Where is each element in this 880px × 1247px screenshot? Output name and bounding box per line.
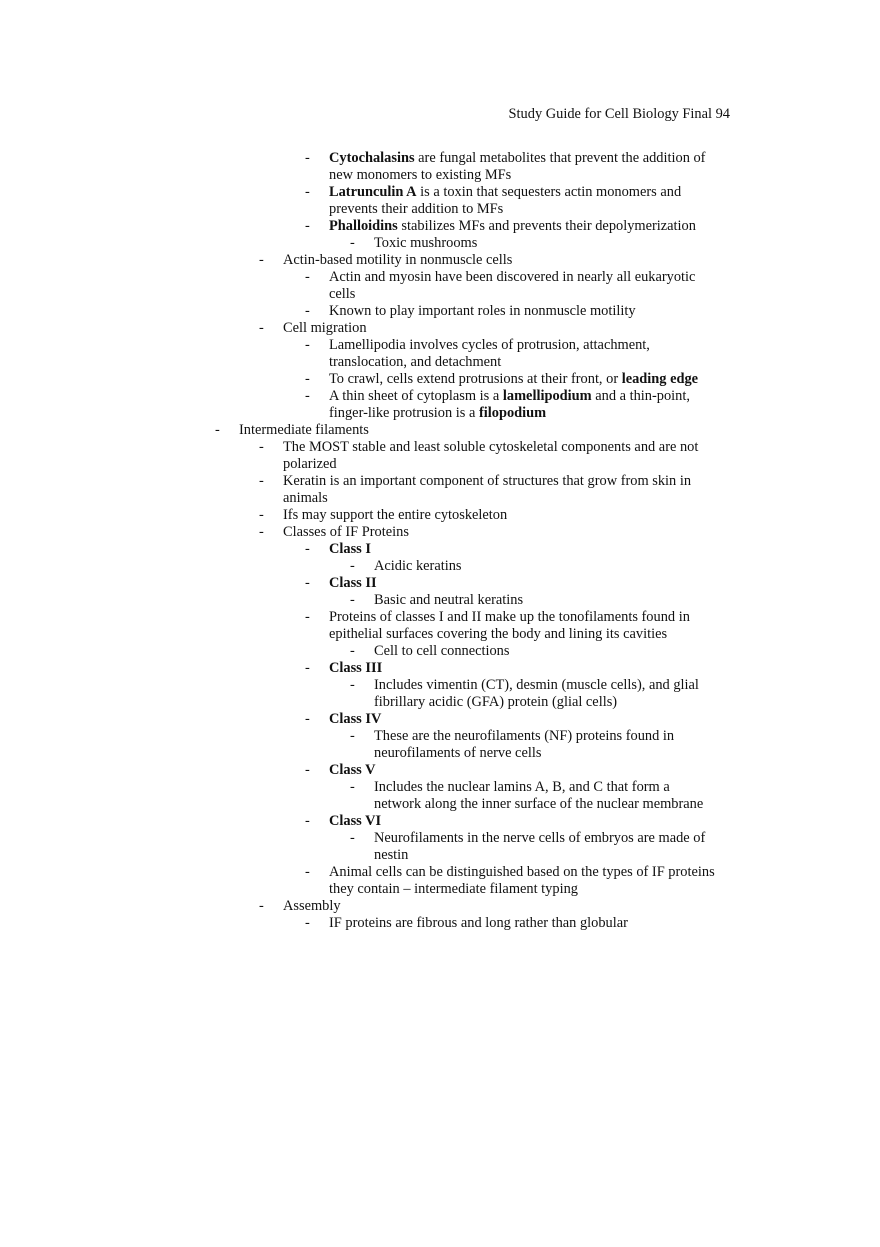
bullet-text [0,745,880,762]
bullet-item [0,677,880,694]
page-header: Study Guide for Cell Biology Final 94 [508,106,730,122]
bullet-item [0,303,880,320]
text-run: A thin sheet of cytoplasm is a [329,388,503,404]
bullet-dash: - [350,779,355,795]
bullet-text [0,490,880,507]
bullet-text [0,796,880,813]
bullet-item [0,184,880,201]
bullet-text [329,371,880,388]
bullet-item [0,269,880,286]
bullet-item [0,830,880,847]
text-run: they contain – intermediate filament typing [329,881,578,897]
bullet-text [329,609,880,626]
bullet-text [0,626,880,643]
bullet-dash: - [305,575,310,591]
bullet-text [0,881,880,898]
bullet-continuation [0,881,880,898]
bullet-dash: - [305,864,310,880]
text-run: Animal cells can be distinguished based on the types of IF proteins [329,864,715,880]
bullet-item [0,558,880,575]
bullet-item [0,388,880,405]
bullet-continuation [0,745,880,762]
bullet-item [0,371,880,388]
bold-term: Class I [329,541,371,557]
text-run: prevents their addition to MFs [329,201,504,217]
bullet-dash: - [350,728,355,744]
bullet-dash: - [259,473,264,489]
bullet-item [0,711,880,728]
bullet-item [0,915,880,932]
bullet-item [0,813,880,830]
bullet-text [329,150,880,167]
bullet-continuation [0,626,880,643]
text-run: nestin [374,847,409,863]
bullet-dash: - [350,235,355,251]
bullet-item [0,592,880,609]
bullet-item [0,320,880,337]
text-run: Classes of IF Proteins [283,524,409,540]
text-run: Ifs may support the entire cytoskeleton [283,507,508,523]
text-run: Keratin is an important component of structures that grow from skin in [283,473,692,489]
text-run: Assembly [283,898,341,914]
bullet-text [0,847,880,864]
text-run: Basic and neutral keratins [374,592,524,608]
bullet-text [0,694,880,711]
bullet-text [283,898,880,915]
text-run: new monomers to existing MFs [329,167,512,183]
bullet-dash: - [305,813,310,829]
bullet-text [0,167,880,184]
bullet-continuation [0,847,880,864]
bullet-dash: - [350,677,355,693]
bullet-text [374,779,880,796]
bullet-item [0,218,880,235]
bullet-text [329,184,880,201]
bullet-text [0,201,880,218]
bullet-item [0,660,880,677]
bullet-item [0,609,880,626]
bullet-dash: - [259,320,264,336]
bullet-text [374,558,880,575]
bullet-dash: - [305,541,310,557]
text-run: fibrillary acidic (GFA) protein (glial cells) [374,694,618,710]
text-run: Acidic keratins [374,558,462,574]
text-run: are fungal metabolites that prevent the addition of [414,150,706,166]
bullet-dash: - [305,915,310,931]
bullet-dash: - [259,898,264,914]
bullet-continuation [0,796,880,813]
bullet-text [0,354,880,371]
bold-term: filopodium [478,405,547,421]
bullet-text [329,388,880,405]
bullet-item [0,337,880,354]
bold-term: Class VI [329,813,382,829]
bullet-text [329,660,880,677]
text-run: Includes the nuclear lamins A, B, and C that form a [374,779,670,795]
bullet-item [0,898,880,915]
bullet-text [329,864,880,881]
bullet-text [0,405,880,422]
bold-term: Class V [329,762,376,778]
text-run: polarized [283,456,337,472]
bullet-dash: - [305,660,310,676]
bullet-item [0,864,880,881]
text-run: Neurofilaments in the nerve cells of embryos are made of [374,830,706,846]
bullet-text [283,473,880,490]
text-run: epithelial surfaces covering the body and lining its cavities [329,626,668,642]
bullet-continuation [0,167,880,184]
bullet-dash: - [259,524,264,540]
text-run: To crawl, cells extend protrusions at their front, or [329,371,622,387]
bullet-item [0,575,880,592]
bold-term: Class II [329,575,377,591]
text-run: Intermediate filaments [239,422,369,438]
text-run: Cell migration [283,320,367,336]
bullet-text [374,643,880,660]
bullet-text [283,439,880,456]
bullet-dash: - [305,303,310,319]
bullet-text [374,592,880,609]
bold-term: Phalloidins [329,218,398,234]
bullet-dash: - [350,558,355,574]
bullet-dash: - [305,337,310,353]
text-run: neurofilaments of nerve cells [374,745,542,761]
bullet-item [0,422,880,439]
bullet-dash: - [305,150,310,166]
bullet-text [329,337,880,354]
bullet-continuation [0,456,880,473]
bullet-dash: - [305,371,310,387]
bullet-item [0,150,880,167]
bullet-text [329,915,880,932]
bullet-text [374,830,880,847]
text-run: Known to play important roles in nonmuscle motility [329,303,636,319]
bullet-text [0,456,880,473]
bullet-dash: - [350,592,355,608]
bullet-dash: - [305,218,310,234]
bullet-text [374,235,880,252]
bullet-dash: - [259,252,264,268]
bullet-text [329,303,880,320]
outline-body [0,150,880,932]
bullet-continuation [0,286,880,303]
bullet-text [329,541,880,558]
text-run: Proteins of classes I and II make up the tonofilaments found in [329,609,690,625]
bullet-text [329,711,880,728]
text-run: These are the neurofilaments (NF) proteins found in [374,728,675,744]
bullet-text [329,575,880,592]
bullet-continuation [0,405,880,422]
bullet-item [0,524,880,541]
text-run: and a thin-point, [591,388,690,404]
bullet-item [0,235,880,252]
bullet-continuation [0,354,880,371]
bullet-continuation [0,490,880,507]
text-run: Actin-based motility in nonmuscle cells [283,252,513,268]
text-run: Includes vimentin (CT), desmin (muscle cells), and glial [374,677,699,693]
text-run: Toxic mushrooms [374,235,478,251]
bullet-item [0,252,880,269]
bullet-item [0,541,880,558]
text-run: translocation, and detachment [329,354,502,370]
bullet-continuation [0,201,880,218]
bullet-dash: - [305,711,310,727]
text-run: Actin and myosin have been discovered in nearly all eukaryotic [329,269,696,285]
text-run: finger-like protrusion is a [329,405,479,421]
bullet-text [329,813,880,830]
bold-term: leading edge [621,371,699,387]
text-run: stabilizes MFs and prevents their depolymerization [397,218,696,234]
bullet-item [0,779,880,796]
text-run: network along the inner surface of the nuclear membrane [374,796,704,812]
bullet-dash: - [259,439,264,455]
bullet-text [283,252,880,269]
bullet-dash: - [305,269,310,285]
bullet-text [0,286,880,303]
text-run: is a toxin that sequesters actin monomers and [416,184,682,200]
bullet-text [283,524,880,541]
text-run: Lamellipodia involves cycles of protrusion, attachment, [329,337,650,353]
bullet-item [0,762,880,779]
bullet-item [0,507,880,524]
bullet-dash: - [215,422,220,438]
text-run: Cell to cell connections [374,643,510,659]
bullet-dash: - [350,830,355,846]
bold-term: Class IV [329,711,382,727]
bullet-dash: - [350,643,355,659]
bullet-dash: - [259,507,264,523]
bullet-text [374,677,880,694]
bullet-text [329,269,880,286]
bullet-text [283,320,880,337]
text-run: IF proteins are fibrous and long rather than globular [329,915,628,931]
bold-term: lamellipodium [502,388,592,404]
bullet-text [329,762,880,779]
bold-term: Latrunculin A [329,184,417,200]
bullet-dash: - [305,388,310,404]
bullet-dash: - [305,184,310,200]
text-run: cells [329,286,356,302]
bullet-item [0,728,880,745]
text-run: animals [283,490,328,506]
bullet-text [329,218,880,235]
bullet-dash: - [305,609,310,625]
bullet-text [239,422,880,439]
bullet-item [0,473,880,490]
bullet-continuation [0,694,880,711]
text-run: The MOST stable and least soluble cytoskeletal components and are not [283,439,699,455]
bullet-item [0,439,880,456]
bullet-item [0,643,880,660]
bullet-text [374,728,880,745]
bold-term: Class III [329,660,383,676]
bullet-text [283,507,880,524]
bullet-dash: - [305,762,310,778]
bold-term: Cytochalasins [329,150,415,166]
